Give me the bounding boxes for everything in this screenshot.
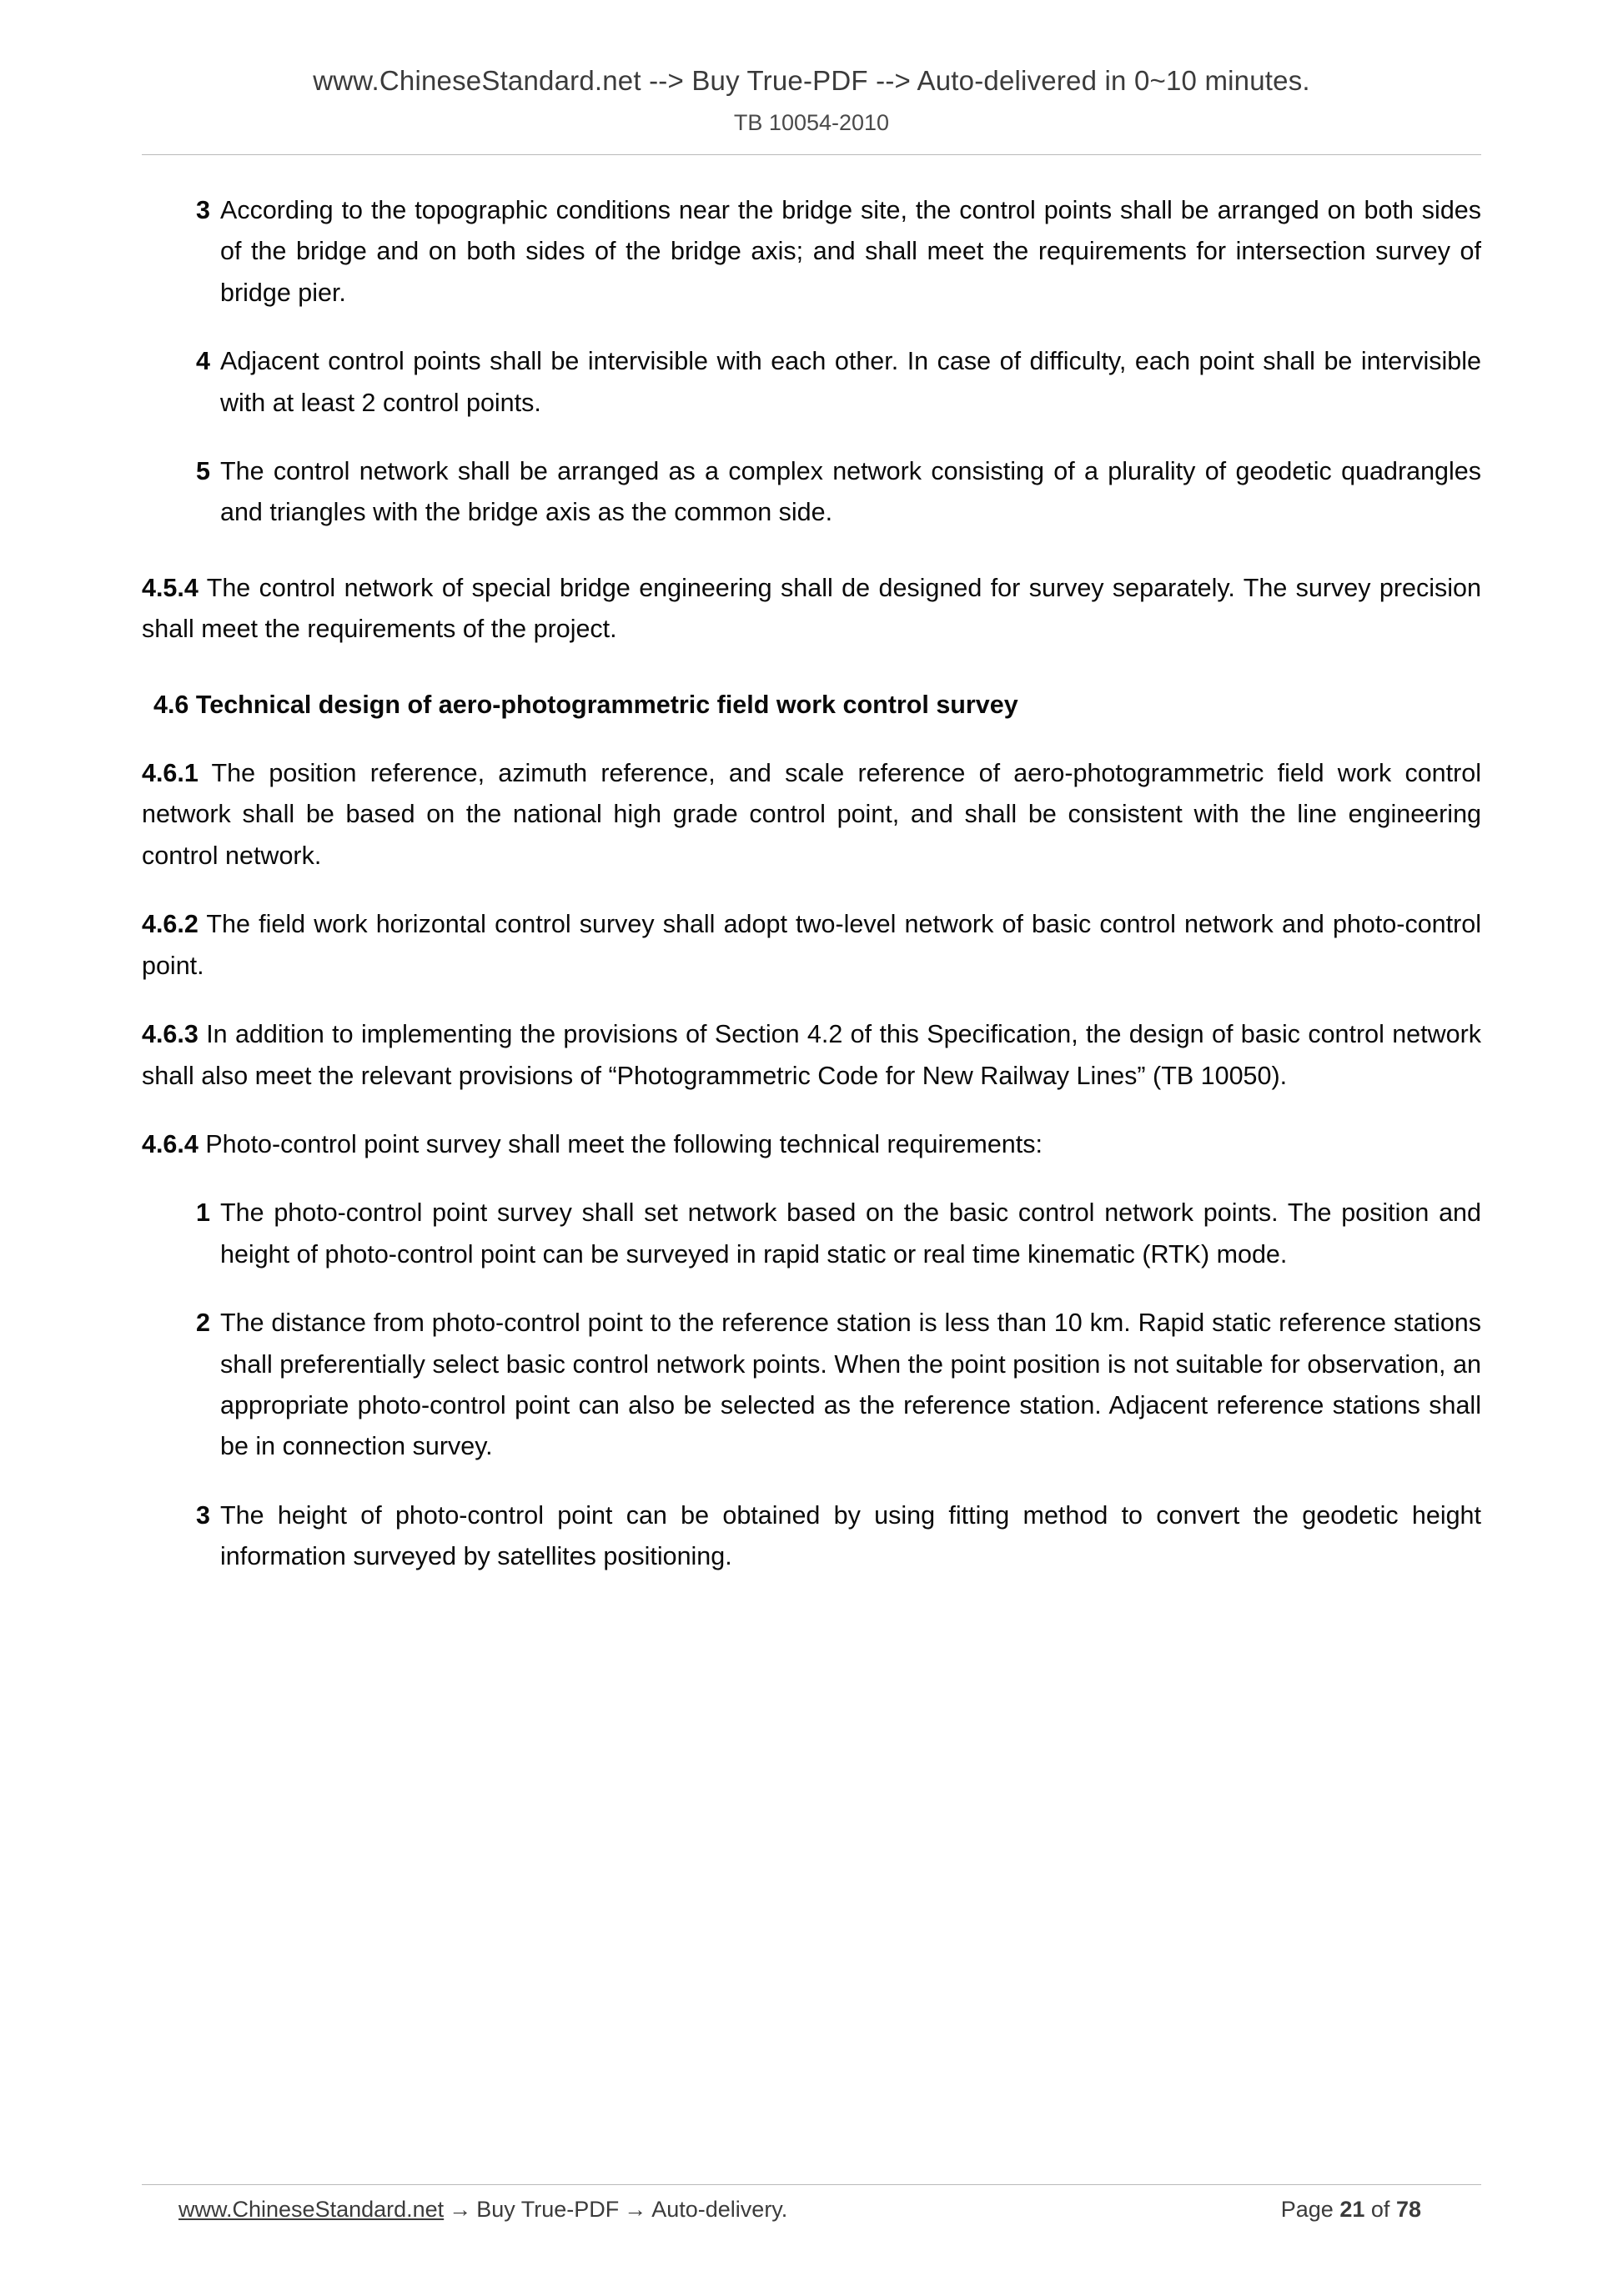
list-item-number: 1	[196, 1198, 210, 1228]
list-item-number: 3	[196, 1500, 210, 1530]
clause-4-6-4	[142, 1124, 1481, 1165]
list-item-text: Adjacent control points shall be intervisible with each other. In case of difficulty, each point shall be intervisible with at least 2 control points.	[220, 347, 1481, 417]
clause-4-5-4	[142, 568, 1481, 651]
list-item-text: The height of photo-control point can be obtained by using fitting method to convert the geodetic height information surveyed by satellites positioning.	[220, 1500, 1481, 1571]
arrow-icon: →	[624, 2197, 647, 2222]
clause-number: 4.6.3	[142, 1020, 198, 1049]
standard-code: TB 10054-2010	[733, 110, 890, 135]
section-heading-4-6: 4.6 Technical design of aero-photogrammetric field work control survey	[153, 690, 1018, 719]
clause-number: 4.5.4	[142, 573, 198, 602]
of-label: of	[1370, 2197, 1390, 2222]
arrow-icon: →	[449, 2197, 472, 2222]
clause-4-6-3	[142, 1014, 1481, 1097]
footer-delivery-label: Auto-delivery.	[651, 2197, 788, 2222]
page-content	[142, 155, 1481, 1578]
list-item-number: 5	[196, 457, 210, 486]
page-label: Page	[1280, 2197, 1334, 2222]
page-number-block	[1281, 2197, 1481, 2223]
list-item	[142, 451, 1481, 534]
footer-divider	[142, 2184, 1481, 2185]
clause-text: The control network of special bridge engineering shall de designed for survey separately. The survey precision shall meet the requirements of the project.	[142, 573, 1481, 644]
clause-4-6-2	[142, 904, 1481, 987]
page-header	[0, 0, 1623, 155]
list-item	[142, 1495, 1481, 1578]
page-number: 21	[1339, 2197, 1365, 2222]
list-item-number: 4	[196, 347, 210, 376]
clause-text: The field work horizontal control survey shall adopt two-level network of basic control network and photo-control point.	[142, 910, 1481, 980]
list-item-text: The control network shall be arranged as a complex network consisting of a plurality of geodetic quadrangles and triangles with the bridge axis as the common side.	[220, 457, 1481, 527]
list-item-text: The photo-control point survey shall set network based on the basic control network points. The position and height of photo-control point can be surveyed in rapid static or real time kinematic (RTK) mode.	[220, 1198, 1481, 1269]
list-item-number: 2	[196, 1309, 210, 1338]
list-item-number: 3	[196, 196, 210, 224]
list-item-text: The distance from photo-control point to the reference station is less than 10 km. Rapid static reference stations shall preferentially select basic control network points. When the point position is not suitable for observation, an appropriate photo-control point can also be selected as the reference station. Adjacent reference stations shall be in connection survey.	[220, 1309, 1481, 1461]
promo-text: www.ChineseStandard.net --> Buy True-PDF --> Auto-delivered in 0~10 minutes.	[313, 65, 1310, 96]
list-item-text: According to the topographic conditions near the bridge site, the control points shall be arranged on both sides of the bridge and on both sides of the bridge axis; and shall meet the requirements for intersection survey of bridge pier.	[220, 196, 1481, 307]
footer-promo	[142, 2197, 787, 2223]
clause-text: In addition to implementing the provisions of Section 4.2 of this Specification, the design of basic control network shall also meet the relevant provisions of “Photogrammetric Code for New Railway Lines” (TB 10050).	[142, 1020, 1481, 1090]
clause-text: Photo-control point survey shall meet the following technical requirements:	[198, 1129, 1043, 1158]
list-item	[142, 1193, 1481, 1275]
clause-number: 4.6.4	[142, 1129, 198, 1158]
page-total: 78	[1395, 2197, 1421, 2222]
footer-site-link[interactable]: www.ChineseStandard.net	[178, 2197, 445, 2222]
list-item	[142, 190, 1481, 314]
clause-number: 4.6.1	[142, 759, 198, 788]
footer-buy-label: Buy True-PDF	[476, 2197, 620, 2222]
list-item	[142, 341, 1481, 424]
clause-number: 4.6.2	[142, 910, 198, 939]
clause-text: The position reference, azimuth reference, and scale reference of aero-photogrammetric field work control network shall be based on the national high grade control point, and shall be consistent with the line engineering control network.	[142, 759, 1481, 870]
clause-4-6-1	[142, 753, 1481, 877]
list-item	[142, 1303, 1481, 1468]
page-footer	[0, 2184, 1623, 2223]
